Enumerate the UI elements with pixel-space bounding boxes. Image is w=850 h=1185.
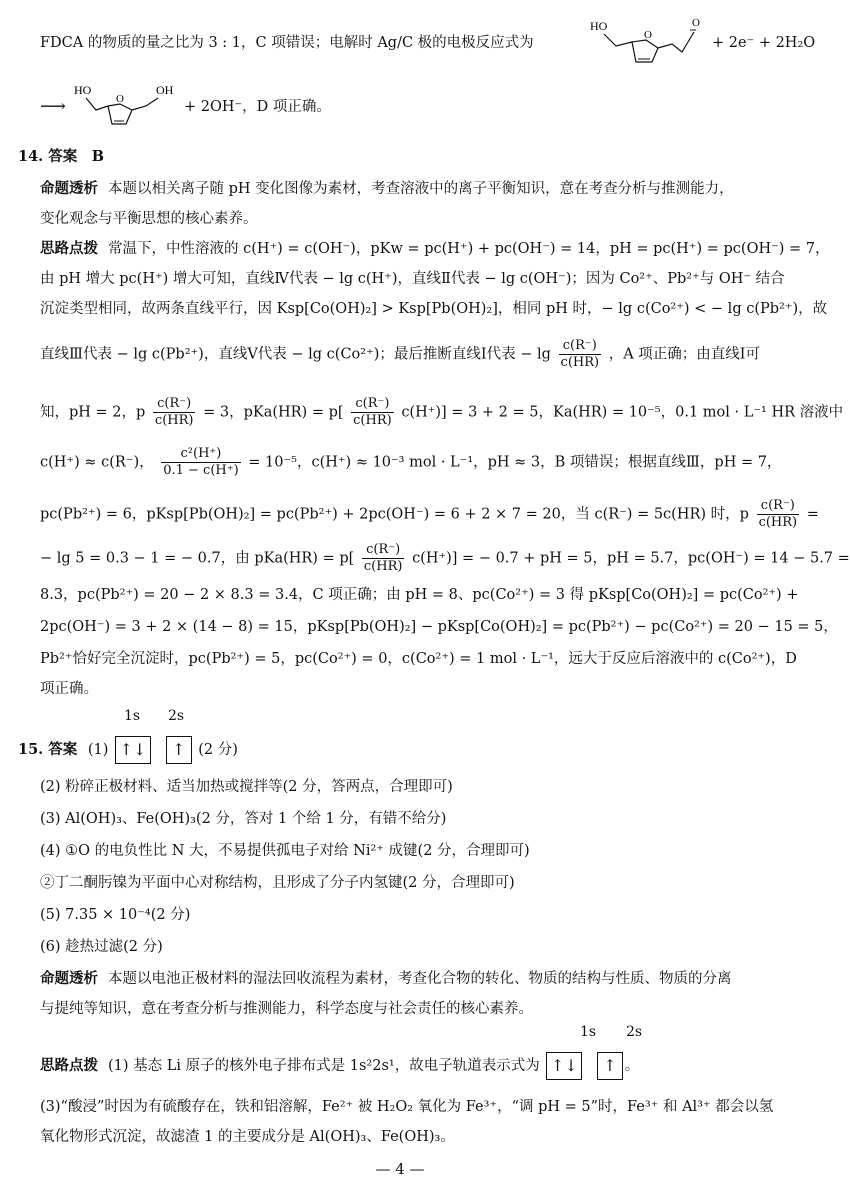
q15-answer-2: (2) 粉碎正极材料、适当加热或搅拌等(2 分，答两点，合理即可) [40, 779, 453, 795]
orbital-1s-label: 1s [124, 708, 141, 724]
q15-answer-prefix: 15. 答案 [18, 741, 78, 758]
q13-line-1-right: + 2e⁻ + 2H₂O [712, 35, 816, 51]
q14-hint-line-3: 沉淀类型相同，故两条直线平行，因 Ksp[Co(OH)₂] > Ksp[Pb(OH)₂]，相同 pH 时，− lg c(Co²⁺) < − lg c(Pb²⁺)，故 [40, 301, 828, 317]
q13-text-1: FDCA 的物质的量之比为 3 : 1，C 项错误；电解时 Ag/C 极的电极反应式为 [40, 35, 534, 51]
q14-hint-line-11: Pb²⁺恰好完全沉淀时，pc(Pb²⁺) = 5，pc(Co²⁺) = 0，c(Co²⁺) = 1 mol · L⁻¹，远大于反应后溶液中的 c(Co²⁺)，D [40, 651, 797, 667]
diol-molecule-diagram [72, 80, 182, 130]
q14-hint-line-1: 思路点拨 常温下，中性溶液的 c(H⁺) = c(OH⁻)，pKw = pc(H⁺) + pc(OH⁻) = 14，pH = pc(H⁺) = pc(OH⁻) = 7， [40, 240, 830, 257]
fraction-ka: $\frac{\text{c²(H⁺)}}{0.1 - c(H^+)}$ [163, 446, 239, 478]
mol-ring-o-label-2: O [116, 93, 124, 105]
orbital-box-2s: ↑ [166, 736, 192, 764]
fraction-r-hr-1: $\frac{c(R^-)}{c(HR)}$ [560, 338, 600, 370]
hint-orbital-2s-label: 2s [626, 1024, 643, 1040]
q14-hint-line-2: 由 pH 增大 pc(H⁺) 增大可知，直线Ⅳ代表 − lg c(H⁺)，直线Ⅱ代表 − lg c(OH⁻)；因为 Co²⁺、Pb²⁺与 OH⁻ 结合 [40, 271, 785, 287]
q15-hint-line-1: 思路点拨 (1) 基态 Li 原子的核外电子排布式是 1s²2s¹，故电子轨道表示式为 ↑↓ ↑ 。 [40, 1052, 778, 1080]
mol-oh-label: OH [156, 83, 174, 97]
reaction-arrow: ⟶ [40, 96, 66, 117]
q14-hint-line-4: 直线Ⅲ代表 − lg c(Pb²⁺)，直线Ⅴ代表 − lg c(Co²⁺)；最后推断直线Ⅰ代表 − lg $\frac{c(R^-)}{c(HR)}$ ，A 项正确；由直线Ⅰ可 [40, 338, 761, 370]
q13-line-2-right: + 2OH⁻，D 项正确。 [184, 99, 331, 115]
q15-answer-6: (6) 趁热过滤(2 分) [40, 939, 163, 955]
orbital-2s-label: 2s [168, 708, 185, 724]
mol-ring-o-label: O [644, 29, 652, 41]
q14-hint-line-6: c(H⁺) ≈ c(R⁻)， $\frac{\text{c²(H⁺)}}{0.1 - c(H^+)}$ = 10⁻⁵，c(H⁺) ≈ 10⁻³ mol · L⁻¹，pH ≈ 3，B 项错误；根据直线Ⅲ，pH = 7， [40, 446, 782, 478]
q15-answer-4b: ②丁二酮肟镍为平面中心对称结构，且形成了分子内氢键(2 分，合理即可) [40, 875, 515, 891]
q15-answer-5: (5) 7.35 × 10⁻⁴(2 分) [40, 907, 191, 923]
q15-intent-label: 命题透析 [40, 970, 98, 987]
q15-answer-4: (4) ①O 的电负性比 N 大，不易提供孤电子对给 Ni²⁺ 成键(2 分，合理即可) [40, 843, 530, 859]
q14-hint-line-10: 2pc(OH⁻) = 3 + 2 × (14 − 8) = 15，pKsp[Pb(OH)₂] − pKsp[Co(OH)₂] = pc(Pb²⁺) − pc(Co²⁺) = 20 − 15 = 5， [40, 619, 838, 635]
q15-intent-line-1: 命题透析 本题以电池正极材料的湿法回收流程为素材，考查化合物的转化、物质的结构与性质、物质的分离 [40, 970, 732, 987]
q15-hint-line-3a: (3)“酸浸”时因为有硫酸存在，铁和铝溶解，Fe²⁺ 被 H₂O₂ 氧化为 Fe³⁺，“调 pH = 5”时，Fe³⁺ 和 Al³⁺ 都会以氢 [40, 1099, 774, 1115]
q15-hint-line-3b: 氧化物形式沉淀，故滤渣 1 的主要成分是 Al(OH)₃、Fe(OH)₃。 [40, 1129, 455, 1145]
fraction-r-hr-4: $\frac{c(R^-)}{c(HR)}$ [758, 498, 798, 530]
q15-answer-3: (3) Al(OH)₃、Fe(OH)₃(2 分，答对 1 个给 1 分，有错不给分) [40, 811, 447, 827]
mol-ald-o-label: O [692, 17, 700, 29]
fraction-r-hr-3: $\frac{c(R^-)}{c(HR)}$ [353, 396, 392, 428]
q14-hint-line-5: 知，pH = 2，p $\frac{c(R^-)}{c(HR)}$ = 3，pKa(HR) = p[ $\frac{c(R^-)}{c(HR)}$ c(H⁺)] = 3 + 2 = 5，Ka(HR) = 10⁻⁵，0.1 mol · L⁻¹ HR 溶液中 [40, 396, 844, 428]
q15-intent-line-2: 与提纯等知识，意在考查分析与推测能力，科学态度与社会责任的核心素养。 [40, 1001, 533, 1017]
q14-hint-label: 思路点拨 [40, 240, 98, 257]
q14-intent-line-1: 命题透析 本题以相关离子随 pH 变化图像为素材，考查溶液中的离子平衡知识，意在考查分析与推测能力， [40, 180, 734, 197]
q14-answer: 14. 答案 B [18, 148, 105, 165]
fraction-r-hr-2: $\frac{c(R^-)}{c(HR)}$ [154, 396, 194, 428]
q14-intent-label: 命题透析 [40, 180, 98, 197]
q14-hint-line-7: pc(Pb²⁺) = 6，pKsp[Pb(OH)₂] = pc(Pb²⁺) + 2pc(OH⁻) = 6 + 2 × 7 = 20，当 c(R⁻) = 5c(HR) 时，p $\frac{c(R^-)}{c(HR)}$ = [40, 498, 819, 530]
q15-hint-label: 思路点拨 [40, 1057, 98, 1074]
q15-answer-line: 15. 答案 (1) ↑↓ ↑ (2 分) [18, 736, 778, 764]
q14-hint-line-8: − lg 5 = 0.3 − 1 = − 0.7，由 pKa(HR) = p[ $\frac{c(R^-)}{c(HR)}$ c(H⁺)] = − 0.7 + pH = 5，pH = 5.7，pc(OH⁻) = 14 − 5.7 = [40, 542, 850, 574]
hint-orbital-1s-label: 1s [580, 1024, 597, 1040]
orbital-box-1s: ↑↓ [115, 736, 151, 764]
q14-hint-line-9: 8.3，pc(Pb²⁺) = 20 − 2 × 8.3 = 3.4，C 项正确；由 pH = 8、pc(Co²⁺) = 3 得 pKsp[Co(OH)₂] = pc(Co²⁺) + [40, 587, 799, 603]
page-number: — 4 — [375, 1160, 425, 1178]
aldehyde-molecule-diagram [586, 14, 706, 70]
q14-intent-line-2: 变化观念与平衡思想的核心素养。 [40, 211, 258, 227]
fraction-r-hr-5: $\frac{c(R^-)}{c(HR)}$ [363, 542, 403, 574]
q14-hint-line-12: 项正确。 [40, 681, 98, 697]
hint-orbital-box-2s: ↑ [597, 1052, 623, 1080]
hint-orbital-box-1s: ↑↓ [546, 1052, 582, 1080]
mol-ho-label: HO [590, 19, 608, 33]
mol-ho-label-2: HO [74, 83, 92, 97]
